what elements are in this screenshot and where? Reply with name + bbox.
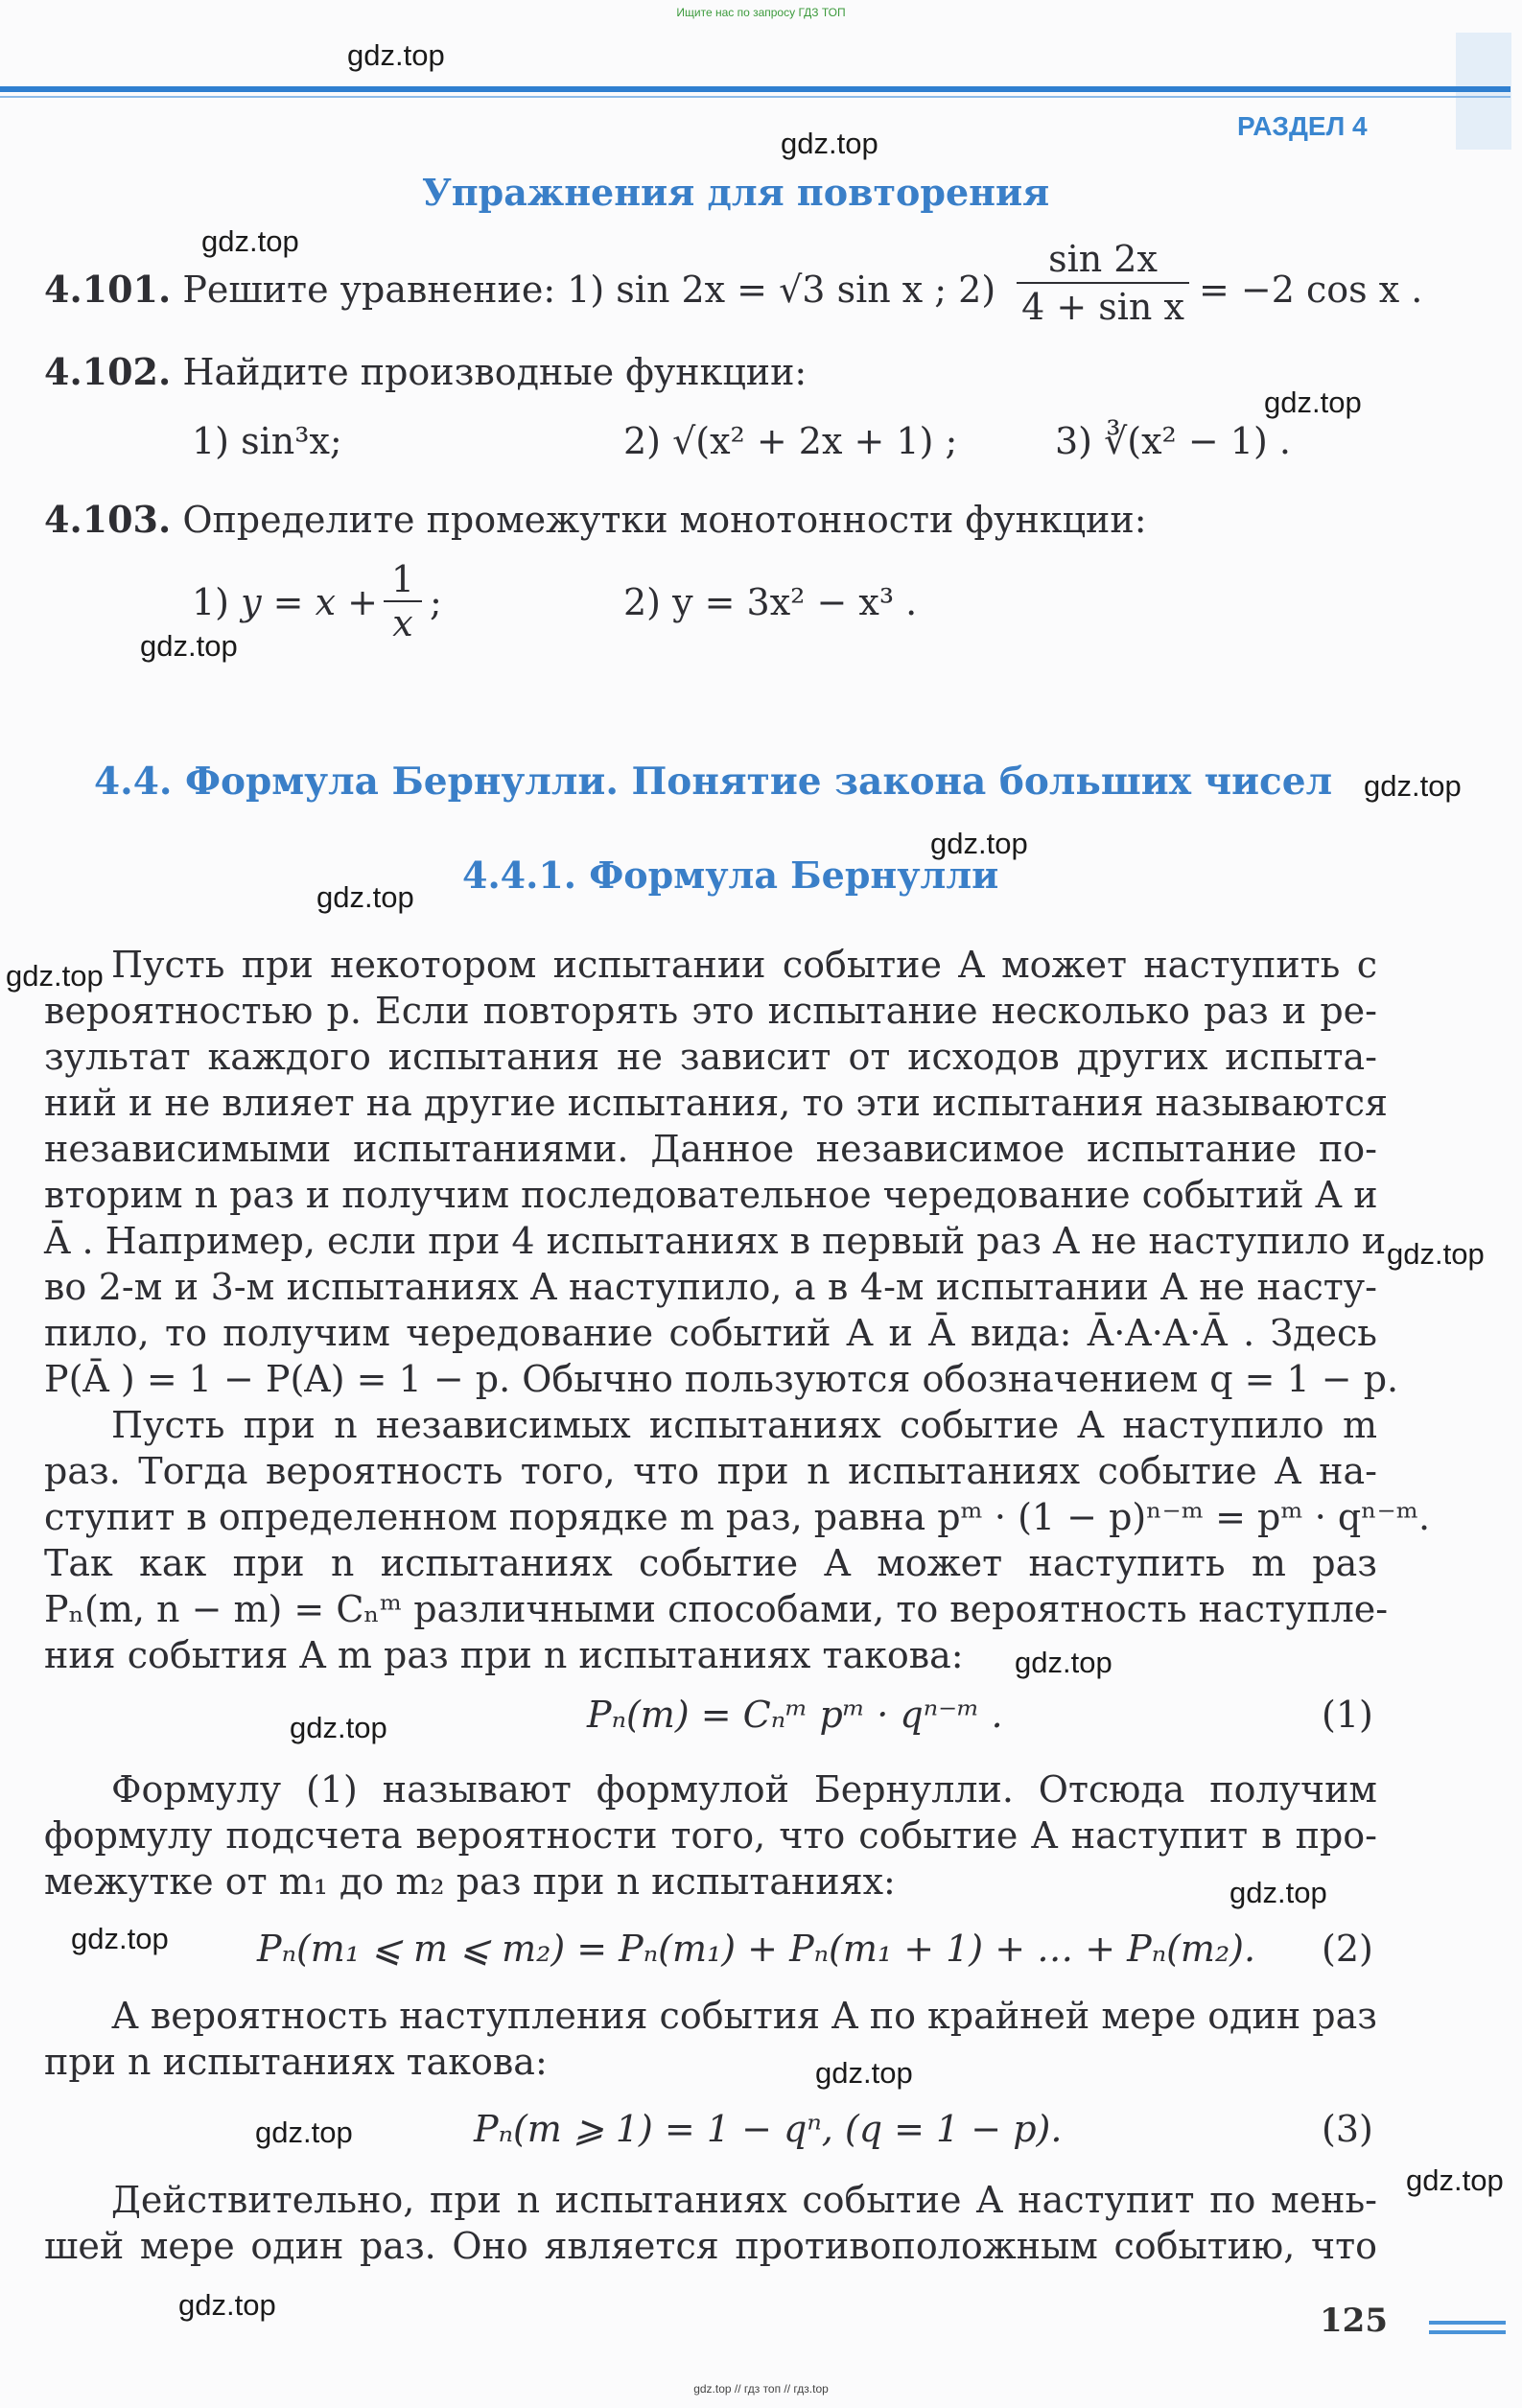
section-title: 4.4. Формула Бернулли. Понятие закона больших чисел [94, 760, 1333, 804]
paragraph-line: шей мере один раз. Оно является противоположным событию, что [44, 2225, 1377, 2267]
formula-2: Pₙ(m₁ ⩽ m ⩽ m₂) = Pₙ(m₁) + Pₙ(m₁ + 1) + … + Pₙ(m₂). [257, 1928, 1256, 1970]
paragraph-line: Ā . Например, если при 4 испытаниях в первый раз A не наступило и [44, 1220, 1387, 1262]
watermark: gdz.top [347, 38, 445, 72]
paragraph-line: вторим n раз и получим последовательное чередование событий A и [44, 1174, 1378, 1216]
fraction-denominator: x [392, 602, 413, 644]
paragraph-line: ния события A m раз при n испытаниях такова: [44, 1634, 964, 1676]
paragraph-line: при n испытаниях такова: [44, 2041, 548, 2083]
paragraph-line: P(Ā ) = 1 − P(A) = 1 − p. Обычно пользуются обозначением q = 1 − p. [44, 1358, 1399, 1400]
formula-number: (3) [1322, 2108, 1373, 2150]
fraction-denominator: 4 + sin x [1021, 286, 1184, 328]
formula-number: (2) [1322, 1928, 1373, 1970]
exercise-text: Решите уравнение: 1) sin 2x = √3 sin x ; 2) [182, 269, 996, 311]
exercise-text: Определите промежутки монотонности функции: [182, 499, 1147, 541]
exercise-item: 2) y = 3x² − x³ . [623, 581, 918, 623]
exercise-item: 3) ∛(x² − 1) . [1055, 420, 1291, 462]
footer-text: gdz.top // гдз топ // гдз.top [693, 2382, 829, 2396]
section-label: РАЗДЕЛ 4 [1237, 111, 1368, 141]
paragraph-line: независимыми испытаниями. Данное независимое испытание по- [44, 1128, 1377, 1170]
exercise-item: 1) sin³x; [192, 420, 342, 462]
header-rule-thin [0, 96, 1510, 98]
exercise-4-103 [44, 497, 1147, 543]
paragraph-line: раз. Тогда вероятность того, что при n испытаниях событие A на- [44, 1450, 1377, 1492]
paragraph-line: зультат каждого испытания не зависит от исходов других испыта- [44, 1036, 1377, 1078]
watermark: gdz.top [1364, 769, 1462, 803]
exercise-number: 4.101. [44, 268, 172, 311]
watermark: gdz.top [290, 1711, 387, 1744]
watermark: gdz.top [781, 127, 878, 160]
exercise-4-101 [44, 267, 995, 313]
watermark: gdz.top [255, 2116, 353, 2149]
watermark: gdz.top [71, 1922, 169, 1955]
footer-rule [1429, 2321, 1506, 2325]
paragraph-line: Так как при n испытаниях событие A может наступить m раз [44, 1542, 1377, 1584]
paragraph-line: ний и не влияет на другие испытания, то эти испытания называются [44, 1082, 1388, 1124]
review-title: Упражнения для повторения [422, 171, 1050, 214]
exercise-number: 4.102. [44, 350, 172, 393]
watermark: gdz.top [178, 2288, 276, 2322]
paragraph-line: А вероятность наступления события A по крайней мере один раз [111, 1995, 1377, 2037]
watermark: gdz.top [201, 224, 299, 258]
paragraph-line: Пусть при n независимых испытаниях событие A наступило m [111, 1404, 1377, 1446]
formula-number: (1) [1322, 1694, 1373, 1736]
exercise-item [192, 579, 378, 625]
fraction-4-103 [384, 558, 422, 644]
paragraph-line: межутке от m₁ до m₂ раз при n испытаниях: [44, 1860, 896, 1903]
watermark: gdz.top [140, 629, 238, 663]
paragraph-line: ступит в определенном порядке m раз, равна pᵐ · (1 − p)ⁿ⁻ᵐ = pᵐ · qⁿ⁻ᵐ. [44, 1496, 1431, 1538]
page-number: 125 [1320, 2302, 1388, 2340]
top-banner: Ищите нас по запросу ГДЗ ТОП [676, 6, 846, 19]
watermark: gdz.top [1387, 1237, 1485, 1271]
watermark: gdz.top [6, 959, 104, 993]
exercise-text: Найдите производные функции: [182, 351, 808, 393]
exercise-4-102 [44, 349, 807, 395]
watermark: gdz.top [930, 827, 1028, 860]
subsection-title: 4.4.1. Формула Бернулли [462, 853, 999, 897]
item-number: 1) [192, 581, 230, 623]
paragraph-line: формулу подсчета вероятности того, что событие A наступит в про- [44, 1814, 1377, 1857]
watermark: gdz.top [316, 880, 414, 914]
fraction-4-101 [1017, 236, 1189, 330]
paragraph-line: вероятностью p. Если повторять это испытание несколько раз и ре- [44, 990, 1377, 1032]
paragraph-line: Pₙ(m, n − m) = Cₙᵐ различными способами, то вероятность наступле- [44, 1588, 1389, 1630]
paragraph-line: Действительно, при n испытаниях событие A наступит по мень- [111, 2179, 1377, 2221]
footer-rule [1429, 2330, 1506, 2334]
fraction-numerator: sin 2x [1017, 236, 1189, 284]
watermark: gdz.top [1406, 2163, 1504, 2197]
watermark: gdz.top [815, 2056, 913, 2090]
watermark: gdz.top [1229, 1876, 1327, 1909]
exercise-number: 4.103. [44, 498, 172, 541]
header-rule [0, 86, 1510, 92]
exercise-tail: = −2 cos x . [1199, 269, 1423, 311]
paragraph-line: во 2-м и 3-м испытаниях A наступило, а в 4-м испытании A не насту- [44, 1266, 1377, 1308]
watermark: gdz.top [1264, 386, 1362, 419]
paragraph-line: Пусть при некотором испытании событие A может наступить с [111, 944, 1377, 986]
formula-3: Pₙ(m ⩾ 1) = 1 − qⁿ, (q = 1 − p). [474, 2108, 1063, 2150]
paragraph-line: Формулу (1) называют формулой Бернулли. Отсюда получим [111, 1768, 1377, 1811]
watermark: gdz.top [1015, 1646, 1112, 1679]
item-expression: y = x + [241, 581, 378, 623]
exercise-item: 2) √(x² + 2x + 1) ; [623, 420, 958, 462]
exercise-item-tail: ; [430, 581, 442, 623]
paragraph-line: пило, то получим чередование событий A и Ā вида: Ā·A·A·Ā . Здесь [44, 1312, 1377, 1354]
formula-1: Pₙ(m) = Cₙᵐ pᵐ · qⁿ⁻ᵐ . [587, 1694, 1003, 1736]
fraction-numerator: 1 [384, 558, 422, 602]
